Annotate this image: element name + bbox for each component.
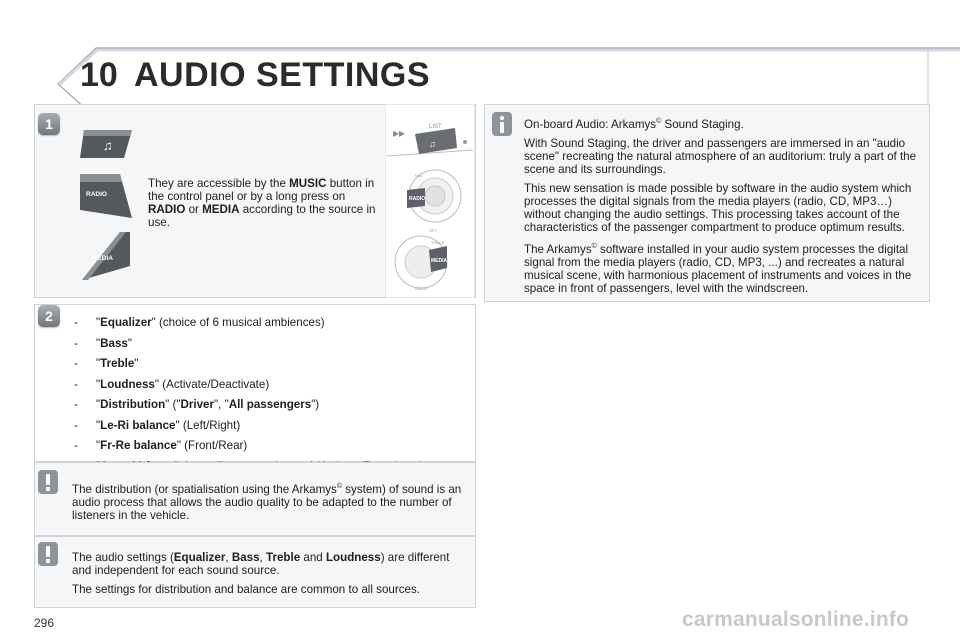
media-button-image <box>80 230 132 282</box>
distribution-note-text: The distribution (or spatialisation using the Arkamys© system) of sound is an audio process that allows the audio quality to be adapted to the number of listeners in the vehicle. <box>72 482 462 522</box>
warning-icon <box>38 542 58 566</box>
page-title: AUDIO SETTINGS <box>134 56 431 94</box>
list-item: - "Fr-Re balance" (Front/Rear) <box>74 439 248 452</box>
radio-button-image <box>78 172 134 220</box>
svg-text:RADIO: RADIO <box>409 196 426 202</box>
svg-text:AUDIO: AUDIO <box>415 286 428 291</box>
warning-icon <box>38 470 58 494</box>
chapter-number: 10 <box>80 56 118 94</box>
independence-note-text: The audio settings (Equalizer, Bass, Treble and Loudness) are different and independent for each sound source. The settings for distribution and balance are common to all sources. <box>72 551 450 596</box>
arkamys-info-text: On-board Audio: Arkamys© Sound Staging. With Sound Staging, the driver and passengers are immersed in an "audio scene" recreating the natural atmosphere of an auditorium: truly a part of the scene and its surroundings. This new sensation is made possible by software in the audio system which processes the digital signals from the media players (radio, CD, MP3…) without changing the audio settings. This processing takes account of the characteristics of the passenger compartment to produce optimum results. The Arkamys© software installed in your audio system processes the digital signal from the media players (radio, CD, MP3, ...) and recreates a natural musical scene, with harmonious placement of instruments and voices in the space in front of passengers, level with the windscreen. <box>524 117 917 295</box>
audio-settings-list <box>74 316 423 480</box>
svg-text:♫: ♫ <box>429 139 436 149</box>
list-item: - "Distribution" ("Driver", "All passengers") <box>74 398 320 411</box>
step-badge-2: 2 <box>38 305 60 327</box>
list-label: LIST <box>429 124 442 130</box>
svg-text:SET: SET <box>429 228 437 233</box>
list-item: - "Bass" <box>74 336 132 350</box>
control-panel-illustration <box>385 104 475 298</box>
list-item: - "Le-Ri balance" (Left/Right) <box>74 418 241 432</box>
step-badge-1: 1 <box>38 113 60 135</box>
list-item: - "Equalizer" (choice of 6 musical ambiences) <box>74 316 325 329</box>
music-note-icon: ♫ <box>103 138 113 153</box>
svg-text:MEDIA: MEDIA <box>431 258 448 264</box>
media-button-label: MEDIA <box>92 255 113 262</box>
svg-text:NAV: NAV <box>415 173 423 178</box>
radio-button-label: RADIO <box>86 191 107 198</box>
list-item: - "Treble" <box>74 357 139 370</box>
watermark: carmanualsonline.info <box>682 608 910 631</box>
skip-icon: ▸▸ <box>393 126 406 140</box>
info-icon <box>492 112 512 136</box>
music-button-image <box>78 128 136 160</box>
list-item: - "Loudness" (Activate/Deactivate) <box>74 377 270 391</box>
page-number: 296 <box>34 616 55 630</box>
svg-text:TRACK: TRACK <box>431 240 445 245</box>
music-access-text: They are accessible by the MUSIC button in the control panel or by a long press on RADIO or MEDIA according to the source in use. <box>148 177 376 229</box>
